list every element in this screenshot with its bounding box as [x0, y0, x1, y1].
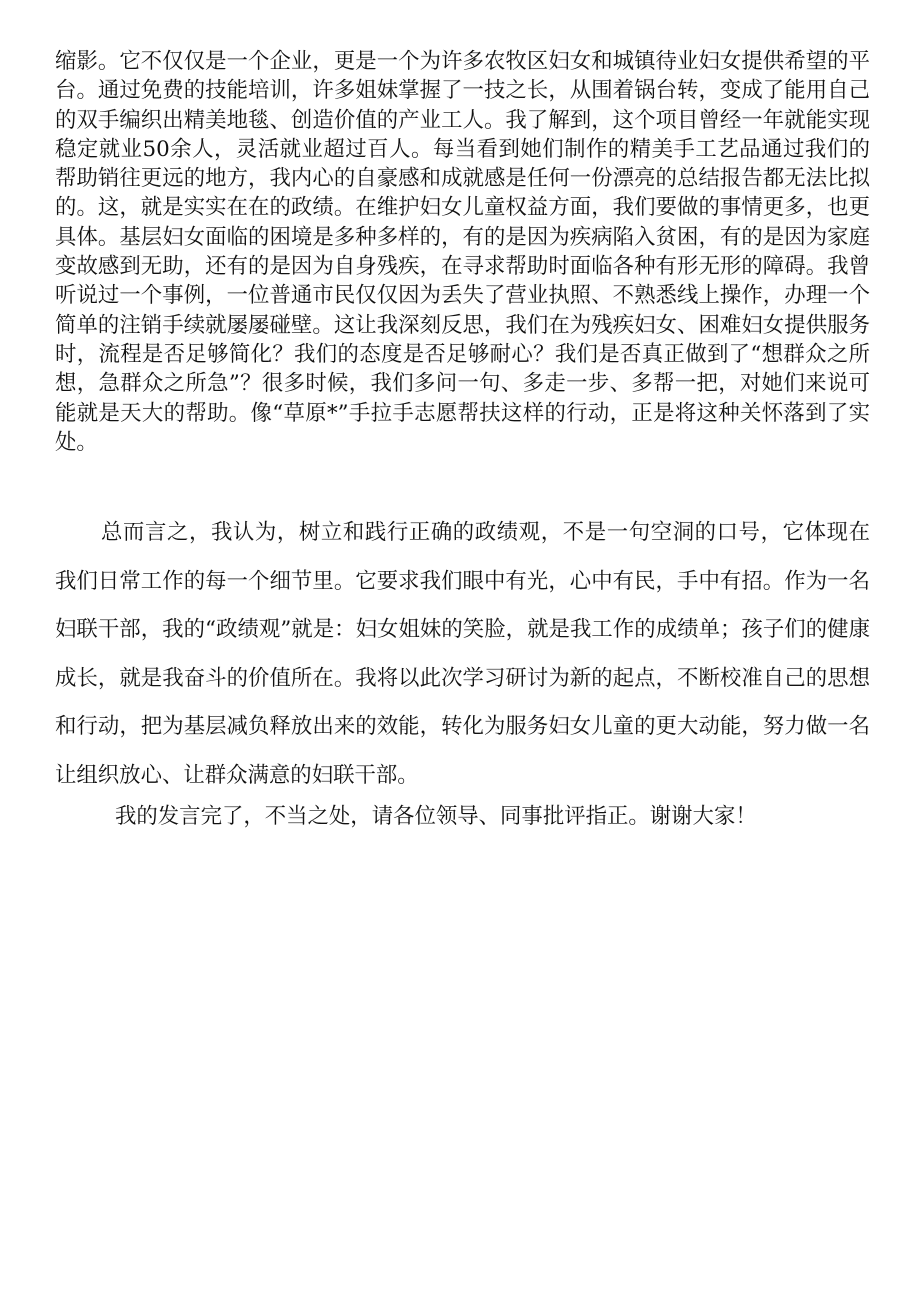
body-paragraph-2: 总而言之，我认为，树立和践行正确的政绩观，不是一句空洞的口号，它体现在我们日常工作的每一个细节里。它要求我们眼中有光，心中有民，手中有招。作为一名妇联干部，我的“政绩观”就是：妇女姐妹的笑脸，就是我工作的成绩单；孩子们的健康成长，就是我奋斗的价值所在。我将以此次学习研讨为新的起点，不断校准自己的思想和行动，把为基层减负释放出来的效能，转化为服务妇女儿童的更大动能，努力做一名让组织放心、让群众满意的妇联干部。 [55, 520, 870, 788]
closing-paragraph: 我的发言完了，不当之处，请各位领导、同事批评指正。谢谢大家！ [115, 804, 757, 829]
body-paragraph-1: 缩影。它不仅仅是一个企业，更是一个为许多农牧区妇女和城镇待业妇女提供希望的平台。通过免费的技能培训，许多姐妹掌握了一技之长，从围着锅台转，变成了能用自己的双手编织出精美地毯、创造价值的产业工人。我了解到，这个项目曾经一年就能实现稳定就业50余人，灵活就业超过百人。每当看到她们制作的精美手工艺品通过我们的帮助销往更远的地方，我内心的自豪感和成就感是任何一份漂亮的总结报告都无法比拟的。这，就是实实在在的政绩。在维护妇女儿童权益方面，我们要做的事情更多，也更具体。基层妇女面临的困境是多种多样的，有的是因为疾病陷入贫困，有的是因为家庭变故感到无助，还有的是因为自身残疾，在寻求帮助时面临各种有形无形的障碍。我曾听说过一个事例，一位普通市民仅仅因为丢失了营业执照、不熟悉线上操作，办理一个简单的注销手续就屡屡碰壁。这让我深刻反思，我们在为残疾妇女、困难妇女提供服务时，流程是否足够简化？我们的态度是否足够耐心？我们是否真正做到了“想群众之所想，急群众之所急”？很多时候，我们多问一句、多走一步、多帮一把，对她们来说可能就是天大的帮助。像“草原*”手拉手志愿帮扶这样的行动，正是将这种关怀落到了实处。 [55, 49, 870, 455]
